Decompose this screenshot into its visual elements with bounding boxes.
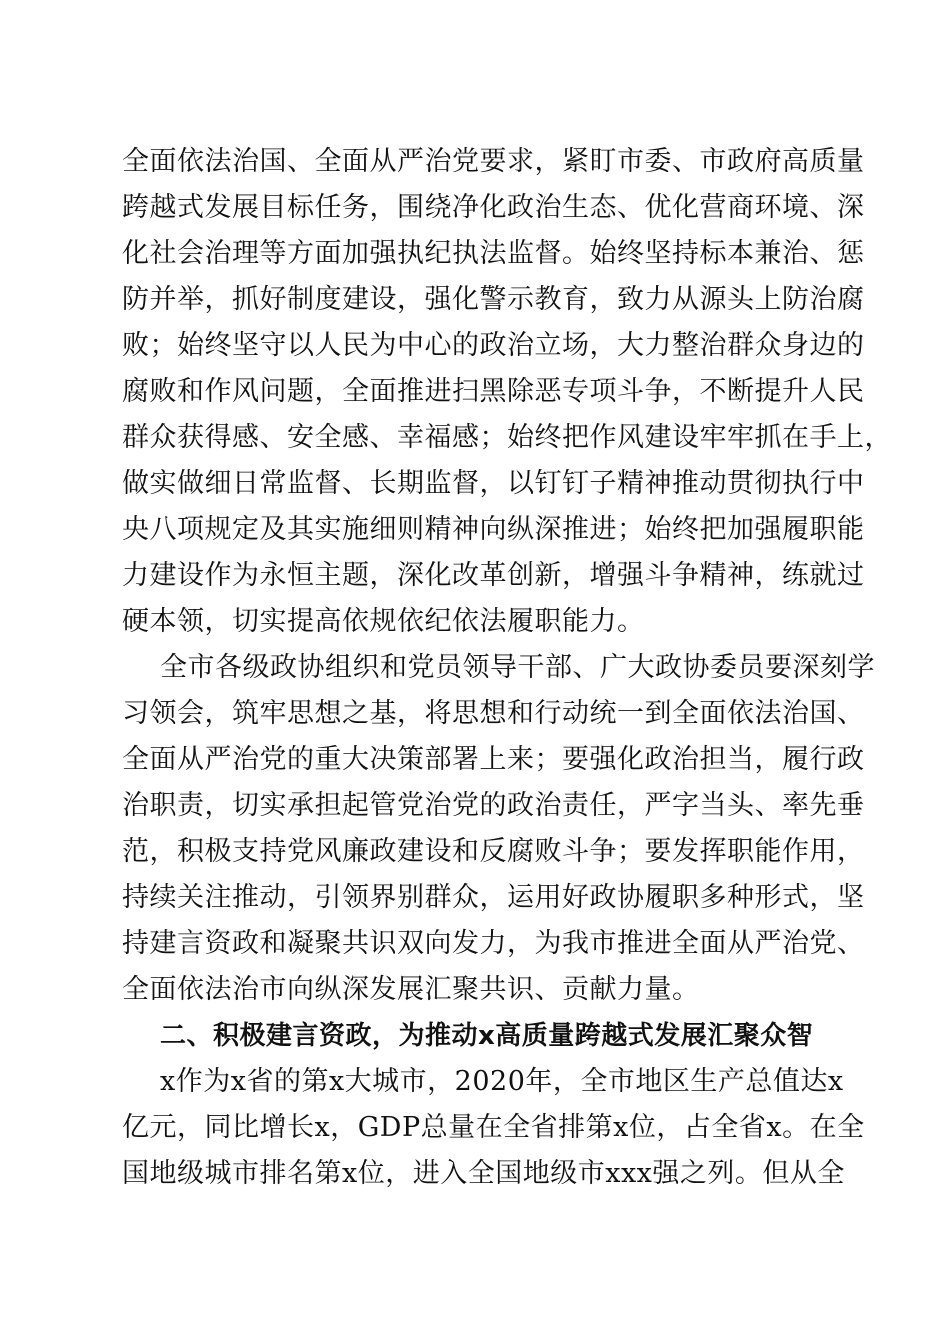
text-line: 亿元，同比增长x，GDP总量在全省排第x位，占全省x。在全 [122, 1112, 865, 1143]
text-line: 化社会治理等方面加强执纪执法监督。始终坚持标本兼治、惩 [122, 238, 865, 269]
text-line: 国地级城市排名第x位，进入全国地级市xxx强之列。但从全 [122, 1158, 845, 1189]
text-line: 群众获得感、安全感、幸福感；始终把作风建设牢牢抓在手上， [122, 422, 892, 453]
text-line: 腐败和作风问题，全面推进扫黑除恶专项斗争，不断提升人民 [122, 376, 865, 407]
text-line: x作为x省的第x大城市，2020年，全市地区生产总值达x [160, 1066, 844, 1097]
text-line: 全面依法治国、全面从严治党要求，紧盯市委、市政府高质量 [122, 146, 865, 177]
text-line: 防并举，抓好制度建设，强化警示教育，致力从源头上防治腐 [122, 284, 865, 315]
text-line: 习领会，筑牢思想之基，将思想和行动统一到全面依法治国、 [122, 698, 865, 729]
text-line: 硬本领，切实提高依规依纪依法履职能力。 [122, 606, 645, 637]
text-line: 全市各级政协组织和党员领导干部、广大政协委员要深刻学 [160, 652, 875, 683]
text-line: 败；始终坚守以人民为中心的政治立场，大力整治群众身边的 [122, 330, 865, 361]
section-heading: 二、积极建言资政，为推动x高质量跨越式发展汇聚众智 [160, 1021, 814, 1051]
text-line: 持建言资政和凝聚共识双向发力，为我市推进全面从严治党、 [122, 928, 865, 959]
text-line: 全面依法治市向纵深发展汇聚共识、贡献力量。 [122, 974, 700, 1005]
text-line: 持续关注推动，引领界别群众，运用好政协履职多种形式，坚 [122, 882, 865, 913]
text-line: 央八项规定及其实施细则精神向纵深推进；始终把加强履职能 [122, 514, 865, 545]
text-line: 范，积极支持党风廉政建设和反腐败斗争；要发挥职能作用， [122, 836, 865, 867]
text-line: 做实做细日常监督、长期监督，以钉钉子精神推动贯彻执行中 [122, 468, 865, 499]
text-line: 力建设作为永恒主题，深化改革创新，增强斗争精神，练就过 [122, 560, 865, 591]
text-line: 跨越式发展目标任务，围绕净化政治生态、优化营商环境、深 [122, 192, 865, 223]
text-line: 治职责，切实承担起管党治党的政治责任，严字当头、率先垂 [122, 790, 865, 821]
text-line: 全面从严治党的重大决策部署上来；要强化政治担当，履行政 [122, 744, 865, 775]
